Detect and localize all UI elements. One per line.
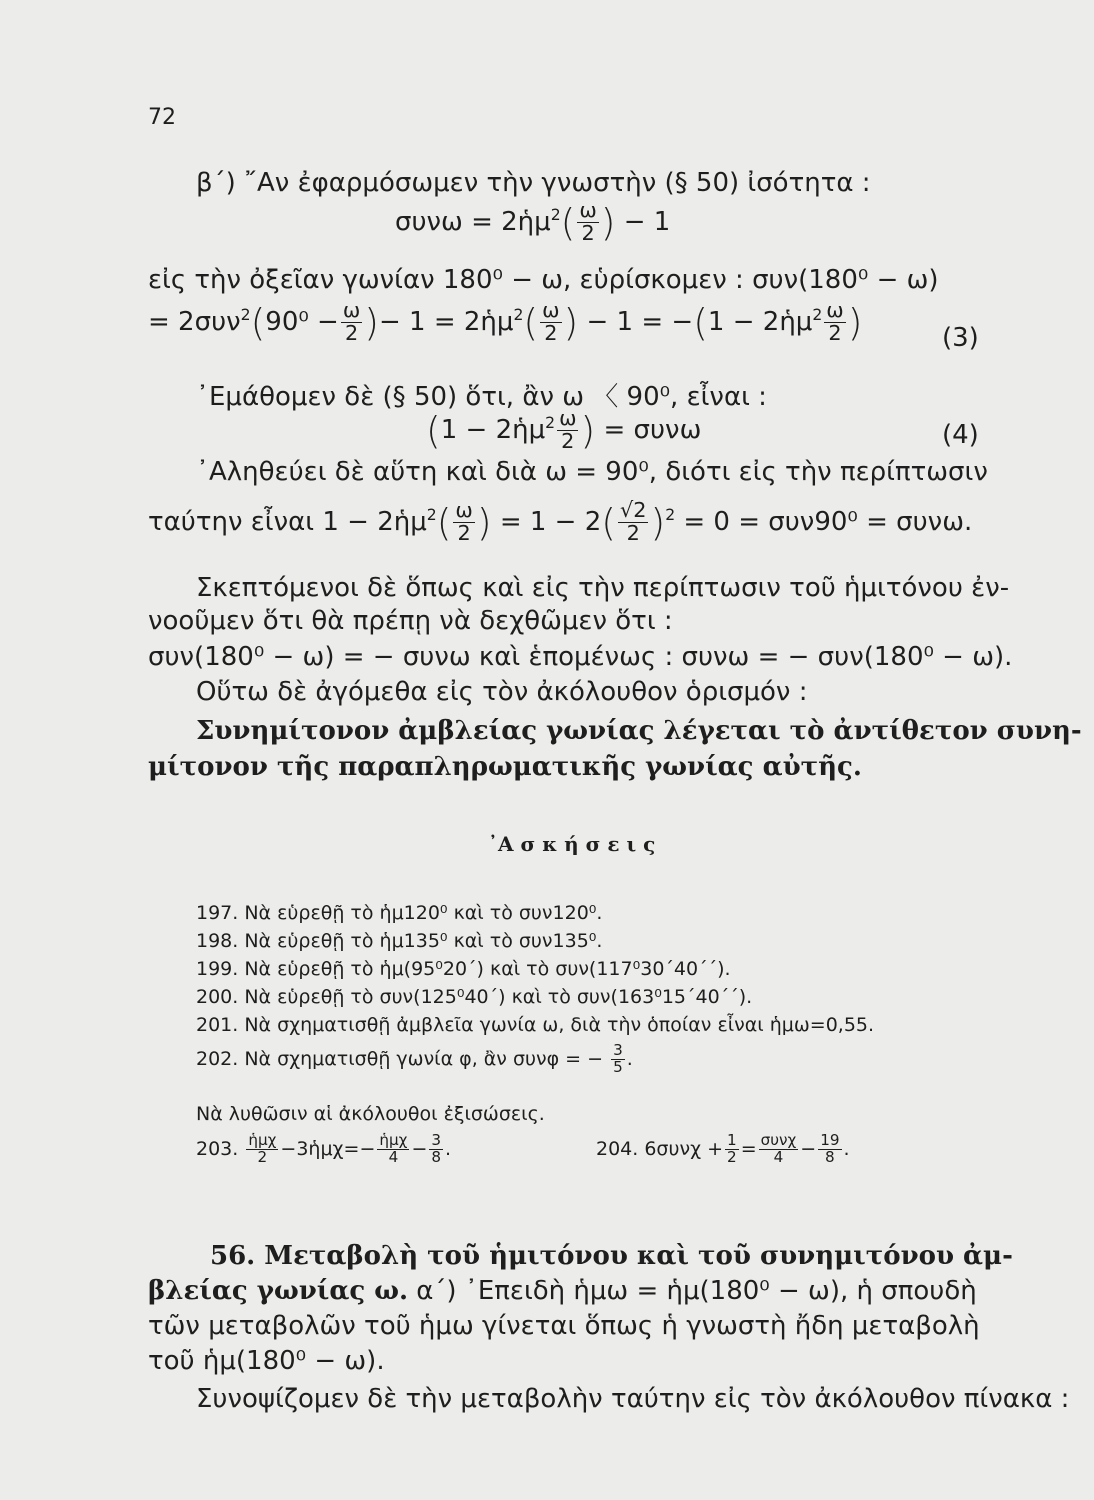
equation-3: = 2συν$^2$(90⁰ − $\frac{\omega}{2}$ )− 1 = 2ἡμ$^2$( $\frac{\omega}{2}$ ) − 1 = −(1 − 2ἡμ$^2$ $\frac{\omega}{2}$ ) xyxy=(148,298,863,345)
section-line: βλείας γωνίας ω. α΄) ᾿Επειδὴ ἡμω = ἡμ(180⁰ − ω), ἡ σπουδὴ xyxy=(148,1276,977,1306)
paragraph-line: Οὕτω δὲ ἀγόμεθα εἰς τὸν ἀκόλουθον ὁρισμόν : xyxy=(196,677,808,707)
exercise-item: 197. Νὰ εὑρεθῇ τὸ ἡμ120⁰ καὶ τὸ συν120⁰. xyxy=(196,902,603,924)
section-line: Συνοψίζομεν δὲ τὴν μεταβολὴν ταύτην εἰς τὸν ἀκόλουθον πίνακα : xyxy=(196,1384,1070,1414)
beta-intro: β΄) ῎Αν ἐφαρμόσωμεν τὴν γνωστὴν (§ 50) ἰσότητα : xyxy=(196,168,871,198)
equation-5: ταύτην εἶναι 1 − 2ἡμ$^2$( $\frac{\omega}{2}$ ) = 1 − 2( $\frac{√2}{2}$ )$^2$ = 0 = συν90⁰ = συνω. xyxy=(148,498,973,545)
exercises-title: ᾿Α σ κ ή σ ε ι ς xyxy=(488,832,656,856)
paragraph-line: Σκεπτόμενοι δὲ ὅπως καὶ εἰς τὴν περίπτωσιν τοῦ ἡμιτόνου ἐν- xyxy=(196,573,1010,603)
paragraph-line: ᾿Εμάθομεν δὲ (§ 50) ὅτι, ἂν ω 〈 90⁰, εἶναι : xyxy=(196,382,767,412)
paragraph-line: ᾿Αληθεύει δὲ αὕτη καὶ διὰ ω = 90⁰, διότι εἰς τὴν περίπτωσιν xyxy=(196,457,988,487)
section-heading: 56. Μεταβολὴ τοῦ ἡμιτόνου καὶ τοῦ συνημιτόνου ἀμ- xyxy=(210,1241,1013,1271)
exercise-204: 204. 6συνχ + $\frac{1}{2}$ = $\frac{\text{συνχ}}{4}$ − $\frac{19}{8}$ . xyxy=(596,1131,850,1166)
section-line: τοῦ ἡμ(180⁰ − ω). xyxy=(148,1346,385,1376)
paragraph-line: συν(180⁰ − ω) = − συνω καὶ ἑπομένως : συνω = − συν(180⁰ − ω). xyxy=(148,642,1013,672)
equation-4: (1 − 2ἡμ$^2$ $\frac{\omega}{2}$ ) = συνω xyxy=(426,406,702,453)
page-number: 72 xyxy=(148,105,176,130)
exercise-item: 200. Νὰ εὑρεθῇ τὸ συν(125⁰40΄) καὶ τὸ συν(163⁰15΄40΄΄). xyxy=(196,986,753,1008)
exercise-item: 199. Νὰ εὑρεθῇ τὸ ἡμ(95⁰20΄) καὶ τὸ συν(117⁰30΄40΄΄). xyxy=(196,958,731,980)
definition-line: μίτονον τῆς παραπληρωματικῆς γωνίας αὐτῆς. xyxy=(148,752,862,782)
exercise-203: 203. $\frac{\text{ἡμχ}}{2}$ −3ἡμχ=− $\frac{\text{ἡμχ}}{4}$ − $\frac{3}{8}$ . xyxy=(196,1131,452,1166)
equation-label: (3) xyxy=(942,323,979,353)
equation-label: (4) xyxy=(942,420,979,450)
equation-1: συνω = 2ἡμ$^2$( $\frac{\omega}{2}$ ) − 1 xyxy=(395,198,671,245)
solve-instruction: Νὰ λυθῶσιν αἱ ἀκόλουθοι ἐξισώσεις. xyxy=(196,1103,545,1125)
section-line: τῶν μεταβολῶν τοῦ ἡμω γίνεται ὅπως ἡ γνωστὴ ἤδη μεταβολὴ xyxy=(148,1311,980,1341)
definition-line: Συνημίτονον ἀμβλείας γωνίας λέγεται τὸ ἀντίθετον συνη- xyxy=(196,716,1082,746)
exercise-item: 201. Νὰ σχηματισθῇ ἀμβλεῖα γωνία ω, διὰ τὴν ὁποίαν εἶναι ἡμω=0,55. xyxy=(196,1014,875,1036)
exercise-item: 198. Νὰ εὑρεθῇ τὸ ἡμ135⁰ καὶ τὸ συν135⁰. xyxy=(196,930,603,952)
paragraph-line: εἰς τὴν ὀξεῖαν γωνίαν 180⁰ − ω, εὑρίσκομεν : συν(180⁰ − ω) xyxy=(148,265,939,295)
exercise-202: 202. Νὰ σχηματισθῇ γωνία φ, ἂν συνφ = − $\frac{3}{5}$ . xyxy=(196,1041,633,1076)
paragraph-line: νοοῦμεν ὅτι θὰ πρέπῃ νὰ δεχθῶμεν ὅτι : xyxy=(148,606,673,636)
